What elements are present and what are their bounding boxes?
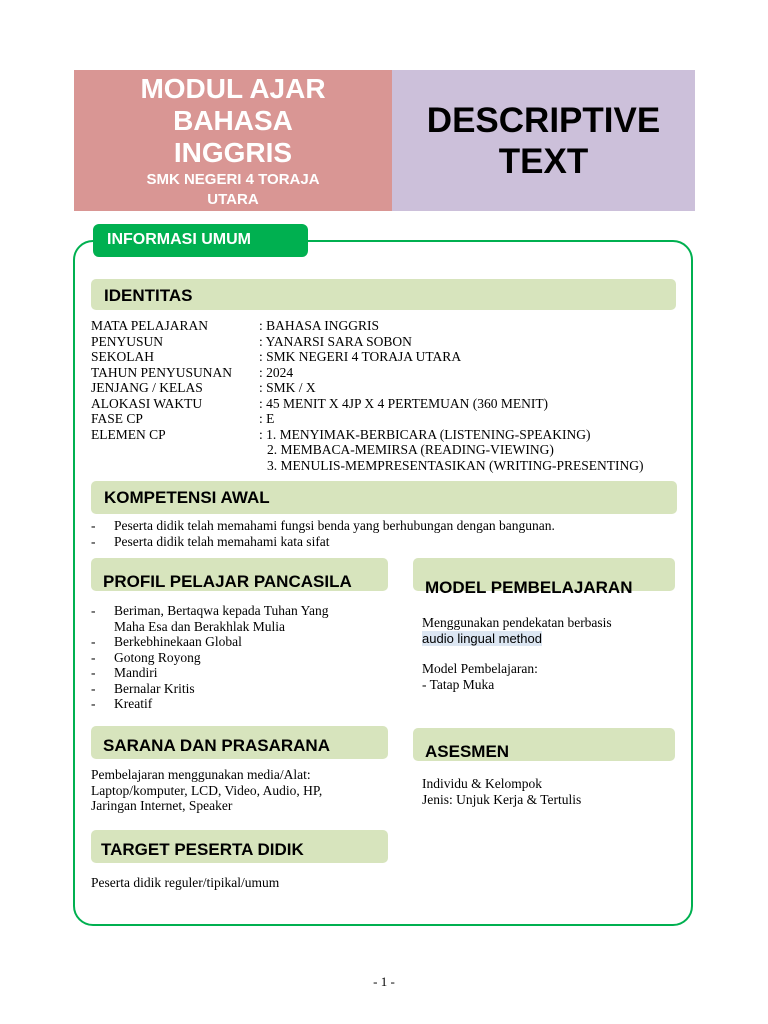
- module-title-line2: BAHASA: [173, 104, 293, 136]
- identitas-row: [91, 365, 681, 381]
- identitas-heading: IDENTITAS: [91, 279, 676, 310]
- model-line: - Tatap Muka: [422, 676, 495, 692]
- identitas-key: FASE CP: [91, 411, 143, 426]
- identitas-key: JENJANG / KELAS: [91, 380, 203, 395]
- identitas-key: MATA PELAJARAN: [91, 318, 209, 333]
- identitas-row: [91, 396, 681, 412]
- identitas-value: : BAHASA INGGRIS: [259, 318, 380, 333]
- identitas-value: : YANARSI SARA SOBON: [259, 333, 412, 349]
- model-line: Menggunakan pendekatan berbasis: [422, 615, 612, 630]
- identitas-row: [91, 349, 681, 365]
- identitas-table: [91, 318, 681, 473]
- title-banner: [74, 70, 392, 211]
- identitas-value: : 2024: [259, 364, 294, 380]
- list-item: - Berkebhinekaan Global: [91, 634, 242, 649]
- asesmen-heading: ASESMEN: [413, 728, 675, 761]
- list-item: - Beriman, Bertaqwa kepada Tuhan Yang Maha Esa dan Berakhlak Mulia: [91, 603, 329, 634]
- informasi-umum-label: INFORMASI UMUM: [93, 224, 308, 257]
- model-line: Model Pembelajaran:: [422, 661, 538, 676]
- model-pembelajaran-heading: MODEL PEMBELAJARAN: [413, 558, 675, 591]
- topic-title-line2: TEXT: [498, 141, 589, 181]
- elemen-cp-item: 2. MEMBACA-MEMIRSA (READING-VIEWING): [267, 442, 554, 457]
- elemen-cp-item: 3. MENULIS-MEMPRESENTASIKAN (WRITING-PRESENTING): [267, 457, 644, 473]
- list-item: - Peserta didik telah memahami kata sifat: [91, 533, 330, 549]
- sarana-prasarana-heading: SARANA DAN PRASARANA: [91, 726, 388, 759]
- identitas-value: : SMK / X: [259, 380, 316, 395]
- identitas-value: : 45 MENIT X 4JP X 4 PERTEMUAN (360 MENIT): [259, 395, 549, 411]
- target-peserta-heading: TARGET PESERTA DIDIK: [91, 830, 388, 863]
- identitas-row: [91, 411, 681, 427]
- identitas-key: PENYUSUN: [91, 333, 164, 349]
- identitas-key: ELEMEN CP: [91, 426, 166, 442]
- profil-pelajar-heading: PROFIL PELAJAR PANCASILA: [91, 558, 388, 591]
- profil-pelajar-list: [91, 603, 391, 712]
- target-peserta-content: Peserta didik reguler/tipikal/umum: [91, 875, 280, 890]
- list-item: - Peserta didik telah memahami fungsi benda yang berhubungan dengan bangunan.: [91, 518, 555, 533]
- method-highlight: audio lingual method: [422, 630, 542, 646]
- school-name-line1: SMK NEGERI 4 TORAJA: [146, 170, 320, 188]
- identitas-key: SEKOLAH: [91, 349, 154, 364]
- list-item: - Kreatif: [91, 696, 153, 711]
- model-pembelajaran-content: [422, 615, 692, 692]
- asesmen-content: Individu & Kelompok Jenis: Unjuk Kerja & Tertulis: [422, 776, 582, 807]
- identitas-row: [91, 334, 681, 350]
- sarana-prasarana-content: Pembelajaran menggunakan media/Alat: Laptop/komputer, LCD, Video, Audio, HP, Jaringan Internet, Speaker: [91, 767, 323, 813]
- identitas-value: : 1. MENYIMAK-BERBICARA (LISTENING-SPEAKING): [259, 426, 591, 442]
- page-number: - 1 -: [373, 974, 395, 989]
- identitas-row: [91, 318, 681, 334]
- identitas-value: : SMK NEGERI 4 TORAJA UTARA: [259, 349, 462, 364]
- identitas-row: [91, 427, 681, 443]
- module-title-line1: MODUL AJAR: [140, 72, 326, 104]
- list-item: - Bernalar Kritis: [91, 680, 195, 696]
- topic-title-line1: DESCRIPTIVE: [426, 100, 661, 140]
- identitas-value: : E: [259, 411, 275, 426]
- identitas-key: TAHUN PENYUSUNAN: [91, 364, 233, 380]
- kompetensi-awal-list: [91, 518, 681, 549]
- identitas-row: [91, 380, 681, 396]
- identitas-key: ALOKASI WAKTU: [91, 395, 203, 411]
- kompetensi-awal-heading: KOMPETENSI AWAL: [91, 481, 677, 514]
- topic-banner: [392, 70, 695, 211]
- list-item: - Mandiri: [91, 665, 158, 680]
- module-title-line3: INGGRIS: [173, 136, 293, 168]
- school-name-line2: UTARA: [207, 190, 259, 208]
- list-item: - Gotong Royong: [91, 649, 201, 665]
